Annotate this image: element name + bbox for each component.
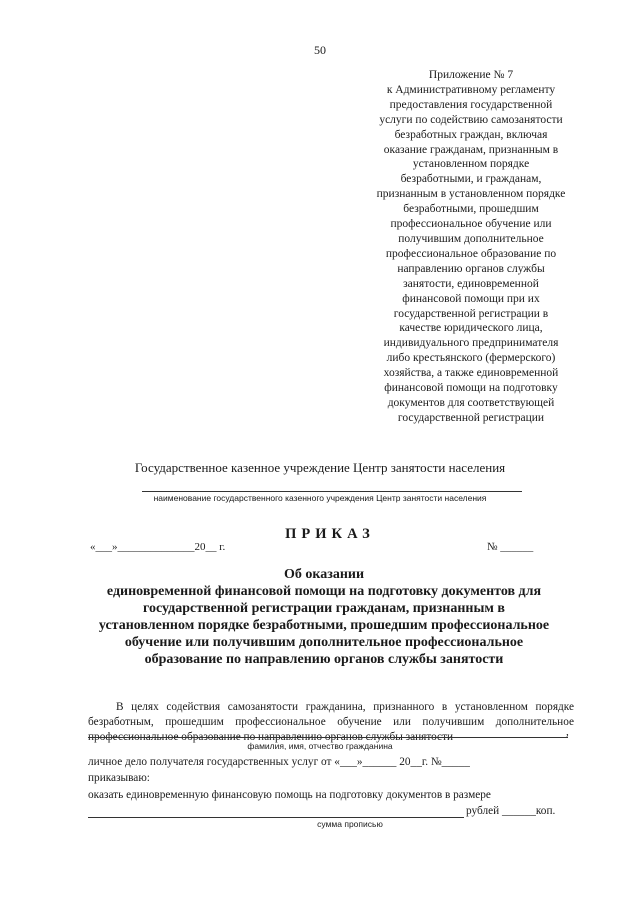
title-line: единовременной финансовой помощи на подготовку документов для [106,584,542,599]
appendix-line: занятости, единовременной [403,277,539,290]
grant-line: оказать единовременную финансовую помощь на подготовку документов в размере [88,789,491,801]
amount-tail: рублей ______коп. [466,805,556,817]
appendix-line: Приложение № 7 [428,69,514,81]
appendix-line: государственной регистрации в [393,307,549,320]
order-heading: ПРИКАЗ [285,526,375,542]
appendix-line: безработных граждан, включая [394,128,548,141]
order-number: № ______ [487,541,534,553]
title-line: государственной регистрации гражданам, признанным в [142,601,505,616]
appendix-line: установленном порядке [412,158,530,171]
appendix-line: признанным в установленном порядке [376,188,566,201]
title-line: образование по направлению органов службы занятости [144,652,504,667]
amount-caption: сумма прописью [317,819,383,829]
appendix-line: финансовой помощи при их [402,292,540,305]
organization-name: Государственное казенное учреждение Центр занятости населения [134,460,506,475]
appendix-line: безработными, и гражданам, [400,173,542,186]
organization-caption: наименование государственного казенного учреждения Центр занятости населения [153,493,487,503]
page-number: 50 [314,43,326,57]
appendix-line: государственной регистрации [397,411,545,424]
appendix-line: индивидуального предпринимателя [383,337,559,350]
fio-caption: фамилия, имя, отчество гражданина [247,741,393,751]
appendix-line: документов для соответствующей [387,396,555,409]
appendix-line: к Административному регламенту [386,83,556,96]
order-title [82,566,566,668]
organization-underline [142,491,522,492]
appendix-line: финансовой помощи на подготовку [384,382,558,395]
appendix-header [364,68,578,426]
title-line: установленном порядке безработными, прошедшим профессиональное [98,618,550,633]
appendix-line: либо крестьянского (фермерского) [386,352,556,365]
fio-underline [88,737,568,738]
body-paragraph: В целях содействия самозанятости гражданина, признанного в установленном порядке безработным, прошедшим профессиональное обучение или получившим дополнительное профессиональное образование по направлению органов службы занятости [88,701,574,743]
appendix-line: оказание гражданам, признанным в [383,143,559,156]
title-line: Об оказании [283,567,365,582]
appendix-line: услуги по содействию самозанятости [379,113,563,126]
personal-file-line: личное дело получателя государственных услуг от «___»______ 20__г. №_____ [88,756,470,768]
fio-comma: , [566,726,569,738]
order-date: «___»______________20__ г. [90,541,226,553]
order-word: приказываю: [88,772,150,784]
title-line: обучение или получившим дополнительное профессиональное [124,635,524,650]
appendix-line: направлению органов службы [397,262,545,275]
appendix-line: качестве юридического лица, [399,322,543,335]
appendix-line: профессиональное обучение или [390,218,552,231]
appendix-line: безработными, прошедшим [403,203,539,216]
appendix-line: предоставления государственной [389,98,553,111]
appendix-line: профессиональное образование по [385,247,557,260]
amount-underline [88,817,464,818]
appendix-line: получившим дополнительное [398,232,544,245]
appendix-line: хозяйства, а также единовременной [383,367,559,380]
